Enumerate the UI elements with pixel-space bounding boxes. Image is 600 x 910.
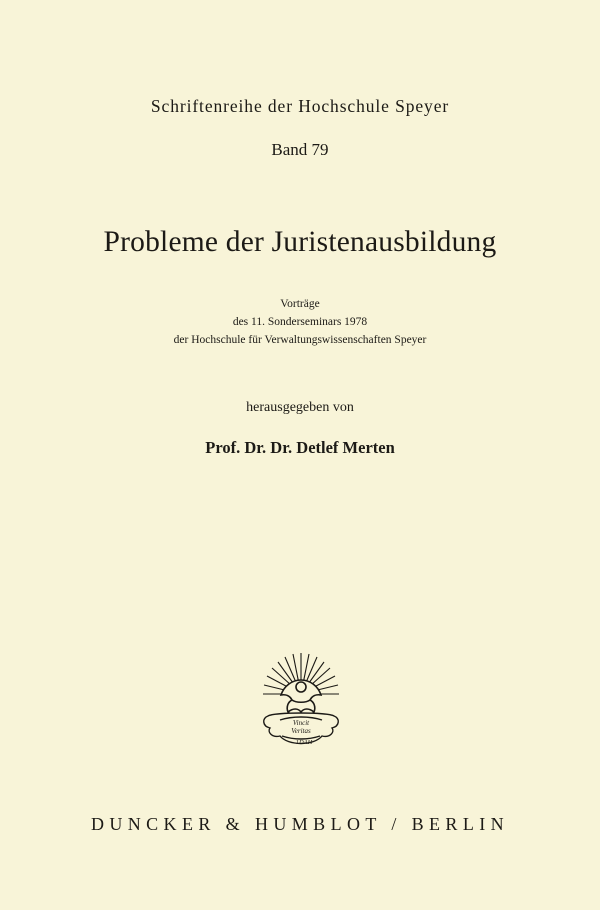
- book-title: Probleme der Juristenausbildung: [103, 226, 497, 258]
- subtitle-line-2: des 11. Sonderseminars 1978: [232, 316, 368, 328]
- logo-motto-2: Veritas: [291, 727, 311, 735]
- logo-monogram: 1DAH: [295, 739, 313, 746]
- eagle-sunburst-logo-icon: [258, 650, 344, 752]
- publisher-imprint: DUNCKER & HUMBLOT / BERLIN: [90, 814, 510, 834]
- volume-number: Band 79: [271, 140, 329, 159]
- logo-motto-1: Vincit: [292, 719, 310, 727]
- subtitle-line-1: Vorträge: [280, 298, 320, 310]
- subtitle-line-3: der Hochschule für Verwaltungswissenschaften Speyer: [173, 334, 427, 346]
- editor-label: herausgegeben von: [246, 400, 354, 415]
- editor-name: Prof. Dr. Dr. Detlef Merten: [205, 438, 395, 457]
- series-title: Schriftenreihe der Hochschule Speyer: [150, 96, 450, 116]
